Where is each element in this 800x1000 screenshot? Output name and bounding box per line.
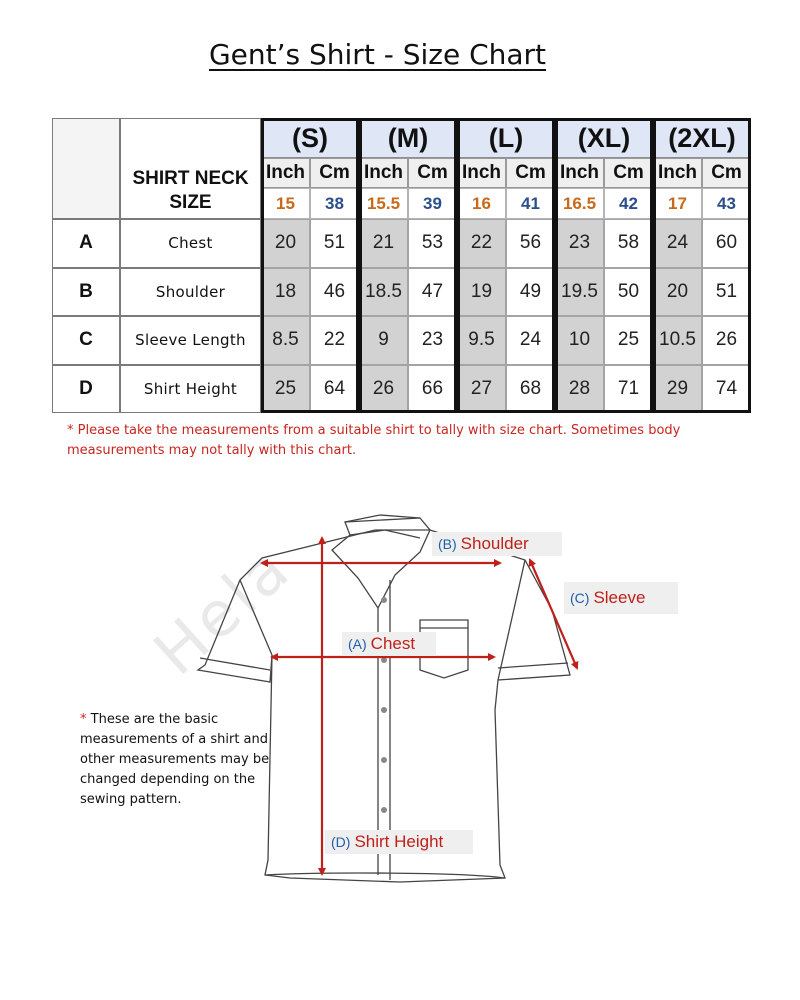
unit-header-inch: Inch [457, 158, 506, 188]
neck-value-cm: 41 [506, 188, 555, 219]
size-header: (2XL) [653, 118, 751, 158]
neck-value-cm: 38 [310, 188, 359, 219]
value-cm: 68 [506, 365, 555, 414]
value-cm: 46 [310, 268, 359, 317]
row-measurement-name: Chest [120, 219, 261, 268]
value-inch: 22 [457, 219, 506, 268]
value-cm: 64 [310, 365, 359, 414]
size-header: (L) [457, 118, 555, 158]
label-shirt-height: (D) Shirt Height [325, 830, 473, 854]
neck-size-header: SHIRT NECK SIZE [120, 118, 261, 219]
watermark: Hela [140, 530, 305, 690]
neck-value-cm: 43 [702, 188, 751, 219]
neck-value-inch: 15 [261, 188, 310, 219]
value-inch: 10.5 [653, 316, 702, 365]
value-inch: 21 [359, 219, 408, 268]
value-inch: 27 [457, 365, 506, 414]
unit-header-inch: Inch [359, 158, 408, 188]
value-cm: 58 [604, 219, 653, 268]
measurement-arrows [262, 538, 577, 874]
value-inch: 20 [653, 268, 702, 317]
size-chart-table [52, 118, 753, 410]
value-cm: 53 [408, 219, 457, 268]
unit-header-inch: Inch [555, 158, 604, 188]
value-cm: 60 [702, 219, 751, 268]
shirt-outline [198, 515, 570, 882]
neck-value-cm: 42 [604, 188, 653, 219]
value-cm: 50 [604, 268, 653, 317]
value-cm: 25 [604, 316, 653, 365]
size-header: (M) [359, 118, 457, 158]
value-cm: 24 [506, 316, 555, 365]
neck-value-cm: 39 [408, 188, 457, 219]
value-inch: 18.5 [359, 268, 408, 317]
value-inch: 19 [457, 268, 506, 317]
row-measurement-name: Shirt Height [120, 365, 261, 414]
label-shoulder: (B) Shoulder [432, 532, 562, 556]
value-inch: 25 [261, 365, 310, 414]
value-inch: 9.5 [457, 316, 506, 365]
neck-value-inch: 16.5 [555, 188, 604, 219]
neck-value-inch: 16 [457, 188, 506, 219]
row-letter: B [52, 268, 120, 317]
unit-header-cm: Cm [310, 158, 359, 188]
value-inch: 19.5 [555, 268, 604, 317]
value-inch: 26 [359, 365, 408, 414]
measurement-note: * Please take the measurements from a suitable shirt to tally with size chart. Sometimes body measurements may not tally with this chart. [67, 423, 681, 458]
neck-value-inch: 17 [653, 188, 702, 219]
value-cm: 56 [506, 219, 555, 268]
value-cm: 51 [310, 219, 359, 268]
row-measurement-name: Shoulder [120, 268, 261, 317]
row-letter: C [52, 316, 120, 365]
value-cm: 23 [408, 316, 457, 365]
value-cm: 66 [408, 365, 457, 414]
unit-header-inch: Inch [261, 158, 310, 188]
row-measurement-name: Sleeve Length [120, 316, 261, 365]
value-inch: 20 [261, 219, 310, 268]
unit-header-cm: Cm [506, 158, 555, 188]
page-title: Gent’s Shirt - Size Chart [208, 38, 547, 71]
value-cm: 47 [408, 268, 457, 317]
neck-value-inch: 15.5 [359, 188, 408, 219]
table-corner-cell [52, 118, 120, 219]
side-note: * These are the basic measurements of a shirt and other measurements may be changed depending on the sewing pattern. [80, 712, 270, 807]
row-letter: D [52, 365, 120, 414]
value-cm: 74 [702, 365, 751, 414]
value-inch: 29 [653, 365, 702, 414]
value-inch: 10 [555, 316, 604, 365]
unit-header-inch: Inch [653, 158, 702, 188]
value-inch: 24 [653, 219, 702, 268]
value-cm: 71 [604, 365, 653, 414]
value-cm: 51 [702, 268, 751, 317]
shirt-illustration [0, 460, 800, 1000]
row-letter: A [52, 219, 120, 268]
shirt-buttons [381, 597, 387, 813]
value-inch: 28 [555, 365, 604, 414]
value-cm: 26 [702, 316, 751, 365]
unit-header-cm: Cm [408, 158, 457, 188]
size-header: (XL) [555, 118, 653, 158]
value-inch: 8.5 [261, 316, 310, 365]
label-chest: (A) Chest [342, 632, 436, 656]
value-inch: 18 [261, 268, 310, 317]
unit-header-cm: Cm [702, 158, 751, 188]
size-header: (S) [261, 118, 359, 158]
sleeve-arrow [530, 560, 577, 668]
value-inch: 23 [555, 219, 604, 268]
value-inch: 9 [359, 316, 408, 365]
value-cm: 49 [506, 268, 555, 317]
value-cm: 22 [310, 316, 359, 365]
label-sleeve: (C) Sleeve [564, 582, 678, 614]
unit-header-cm: Cm [604, 158, 653, 188]
